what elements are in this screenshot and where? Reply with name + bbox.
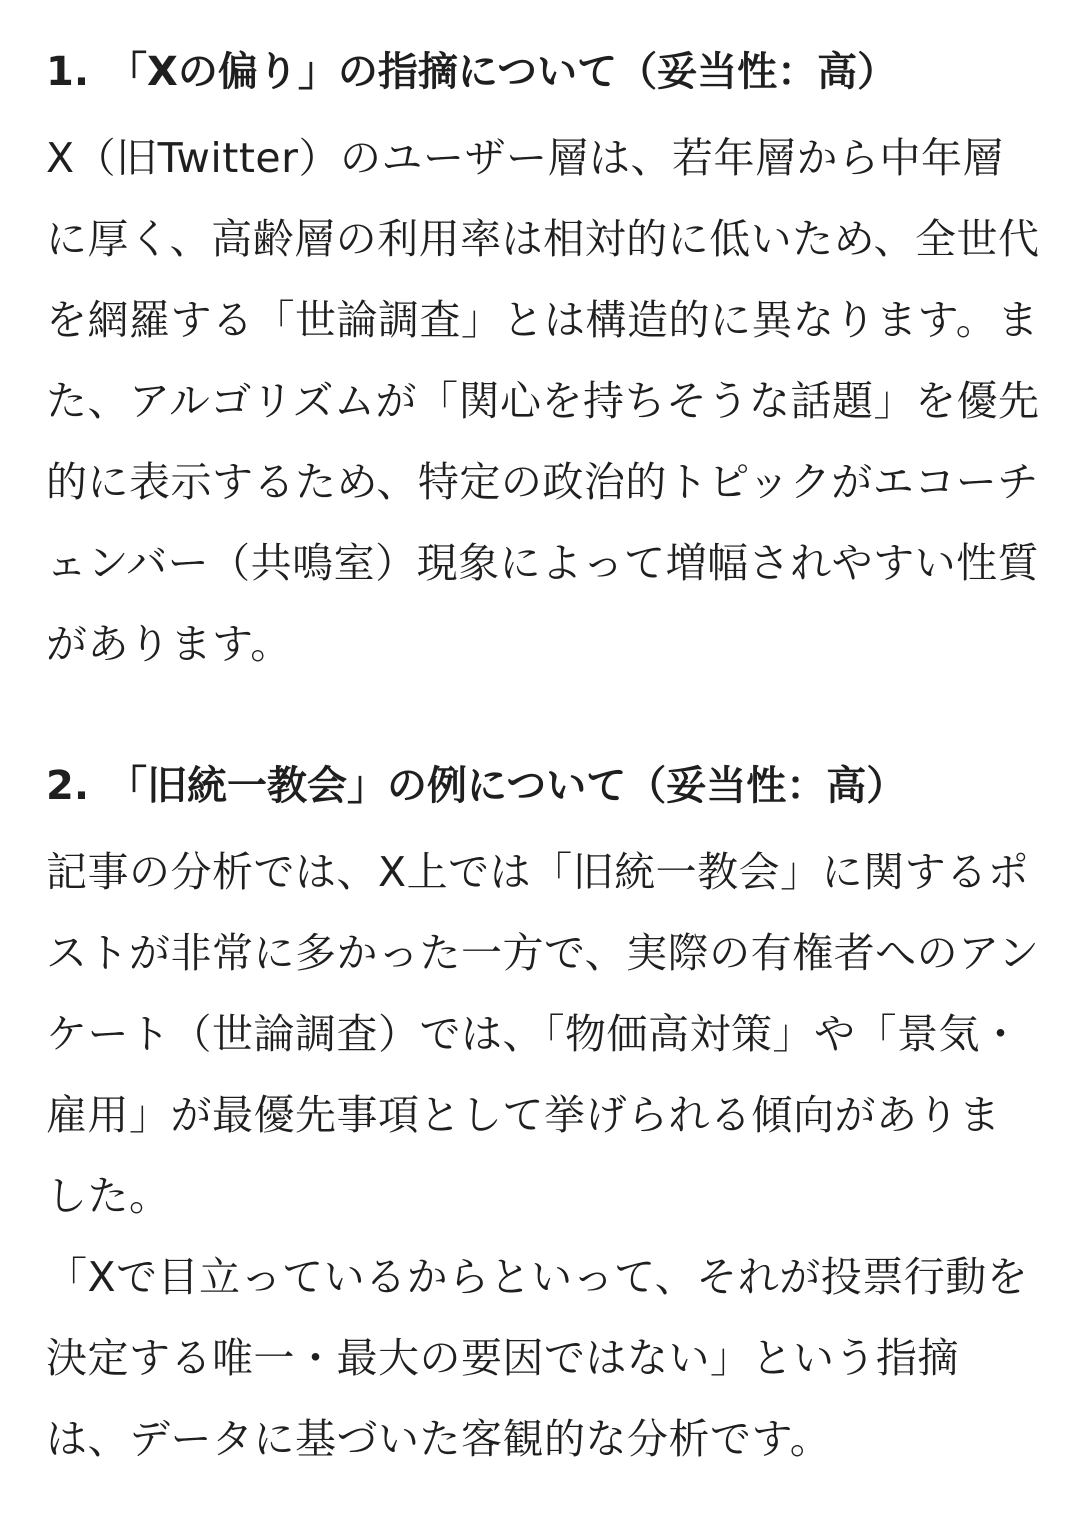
- section-2-heading: [46, 760, 906, 812]
- section-2-number: 2.: [46, 763, 90, 809]
- section-2-quote: 「Xで目立っているからといって、それが投票行動を決定する唯一・最大の要因ではない」という指摘は、データに基づいた客観的な分析です。: [46, 1253, 1029, 1463]
- section-1-body: X（旧Twitter）のユーザー層は、若年層から中年層に厚く、高齢層の利用率は相対的に低いため、全世代を網羅する「世論調査」とは構造的に異なります。また、アルゴリズムが「関心を持ちそうな話題」を優先的に表示するため、特定の政治的トピックがエコーチェンバー（共鳴室）現象によって増幅されやすい性質があります。: [46, 134, 1040, 668]
- section-1-title: 「Xの偏り」の指摘について（妥当性：高）: [107, 49, 898, 95]
- section-1-heading: [46, 46, 897, 98]
- section-2-title: 「旧統一教会」の例について（妥当性：高）: [107, 763, 907, 809]
- section-1-number: 1.: [46, 49, 90, 95]
- section-2-body: 記事の分析では、X上では「旧統一教会」に関するポストが非常に多かった一方で、実際の有権者へのアンケート（世論調査）では、「物価高対策」や「景気・雇用」が最優先事項として挙げられる傾向がありました。: [46, 848, 1040, 1220]
